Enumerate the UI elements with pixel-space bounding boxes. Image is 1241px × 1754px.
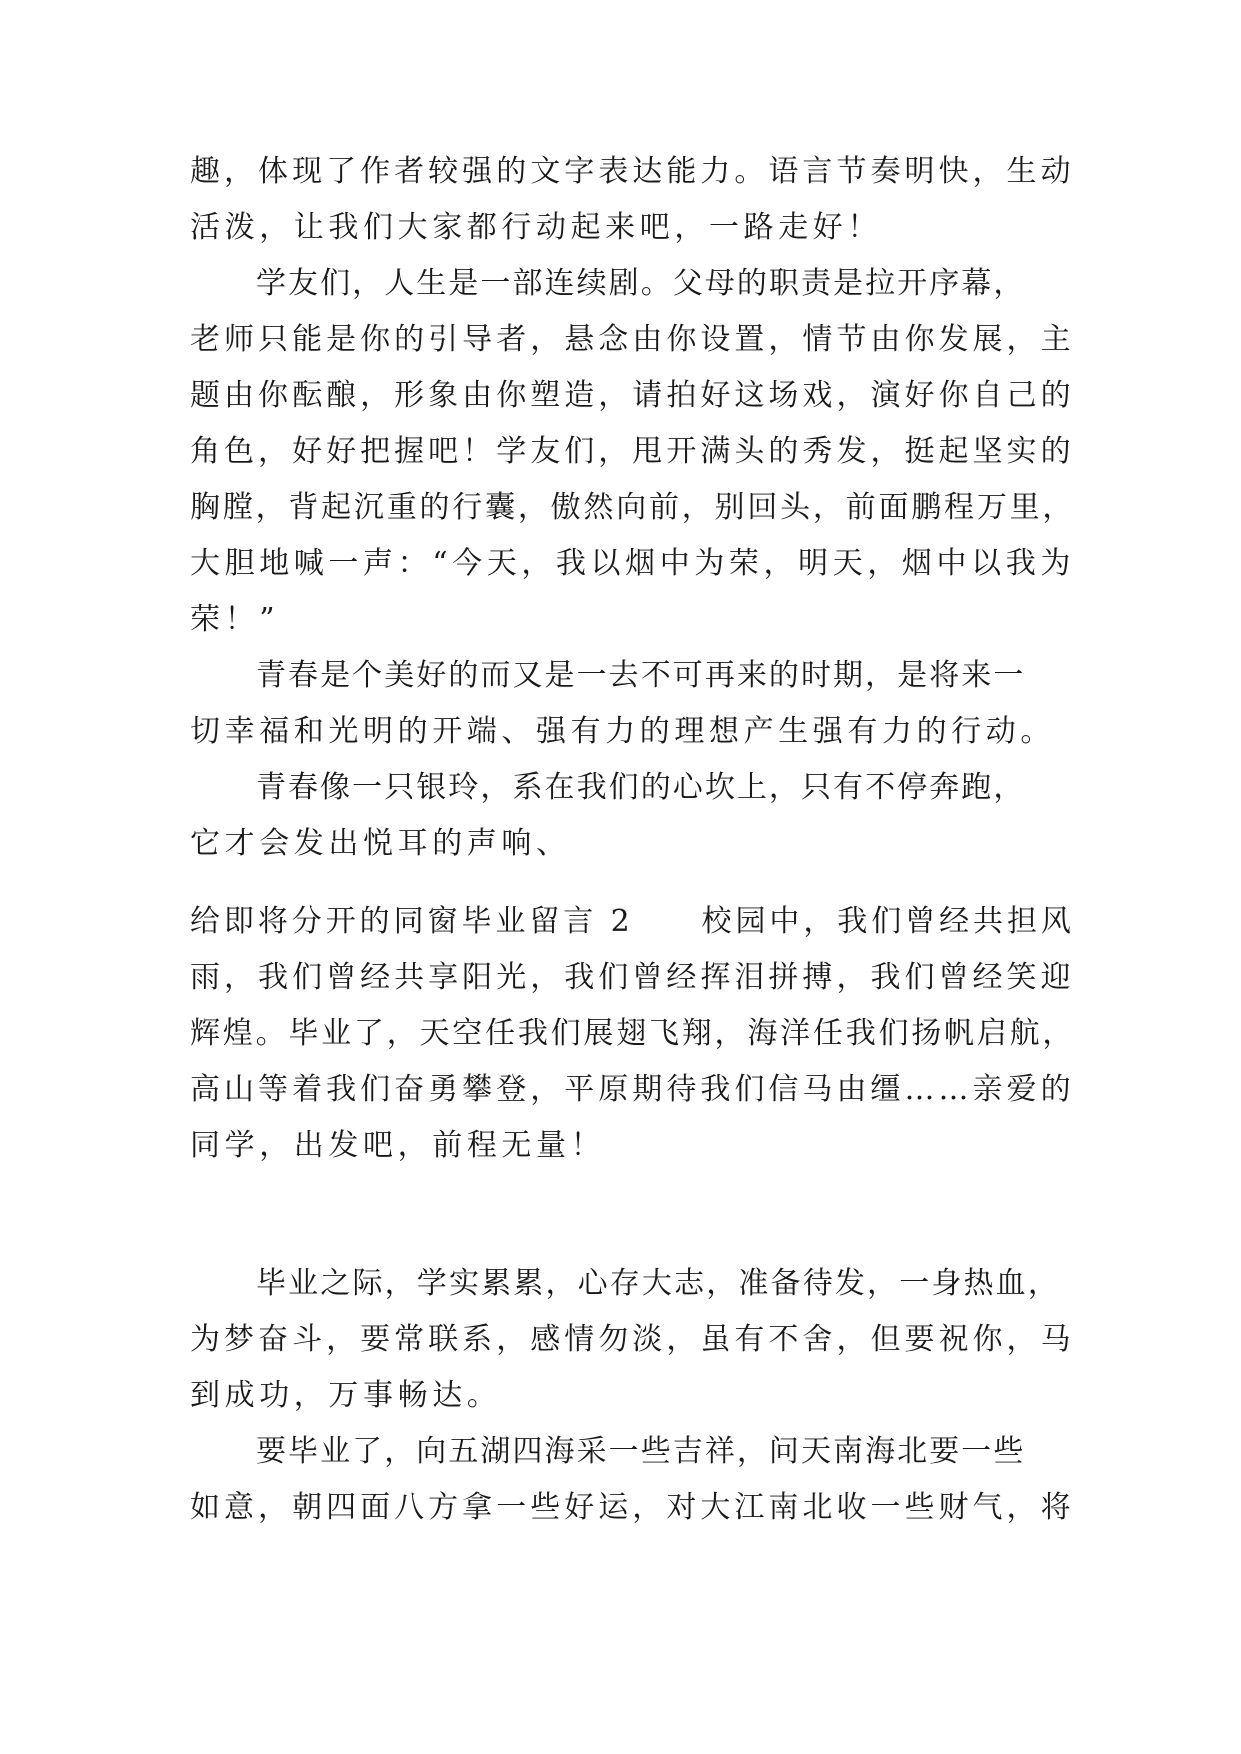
text-line: 高山等着我们奋勇攀登，平原期待我们信马由缰……亲爱的: [190, 1072, 1075, 1107]
text-line: 切幸福和光明的开端、强有力的理想产生强有力的行动。: [190, 714, 1055, 749]
text-line: 到成功，万事畅达。: [190, 1378, 502, 1413]
text-line: 它才会发出悦耳的声响、: [190, 826, 571, 861]
text-line: 题由你酝酿，形象由你塑造，请拍好这场戏，演好你自己的: [190, 378, 1075, 413]
text-line: 趣，体现了作者较强的文字表达能力。语言节奏明快，生动: [190, 154, 1075, 189]
text-line: 雨，我们曾经共享阳光，我们曾经挥泪拼搏，我们曾经笑迎: [190, 960, 1075, 995]
paragraph-start-line: 要毕业了，向五湖四海采一些吉祥，问天南海北要一些: [256, 1434, 1026, 1469]
text-line: 为梦奋斗，要常联系，感情勿淡，虽有不舍，但要祝你，马: [190, 1322, 1075, 1357]
text-line: 辉煌。毕业了，天空任我们展翅飞翔，海洋任我们扬帆启航，: [190, 1016, 1076, 1051]
text-line: 胸膛，背起沉重的行囊，傲然向前，别回头，前面鹏程万里，: [190, 490, 1076, 525]
text-line: 活泼，让我们大家都行动起来吧，一路走好！: [190, 210, 882, 245]
text-line: 荣！”: [190, 602, 280, 637]
paragraph-start-line: 青春是个美好的而又是一去不可再来的时期，是将来一: [256, 658, 1026, 693]
text-line: 同学，出发吧，前程无量！: [190, 1128, 606, 1163]
section-heading-line: 给即将分开的同窗毕业留言 2 校园中，我们曾经共担风: [190, 904, 1075, 939]
text-line: 老师只能是你的引导者，悬念由你设置，情节由你发展，主: [190, 322, 1075, 357]
paragraph-start-line: 毕业之际，学实累累，心存大志，准备待发，一身热血，: [256, 1266, 1060, 1301]
text-line: 如意，朝四面八方拿一些好运，对大江南北收一些财气，将: [190, 1490, 1075, 1525]
paragraph-start-line: 青春像一只银玲，系在我们的心坎上，只有不停奔跑，: [256, 770, 1026, 805]
text-line: 角色，好好把握吧！学友们，甩开满头的秀发，挺起坚实的: [190, 434, 1075, 469]
paragraph-start-line: 学友们，人生是一部连续剧。父母的职责是拉开序幕，: [256, 266, 1026, 301]
text-line: 大胆地喊一声：“今天，我以烟中为荣，明天，烟中以我为: [190, 546, 1075, 581]
